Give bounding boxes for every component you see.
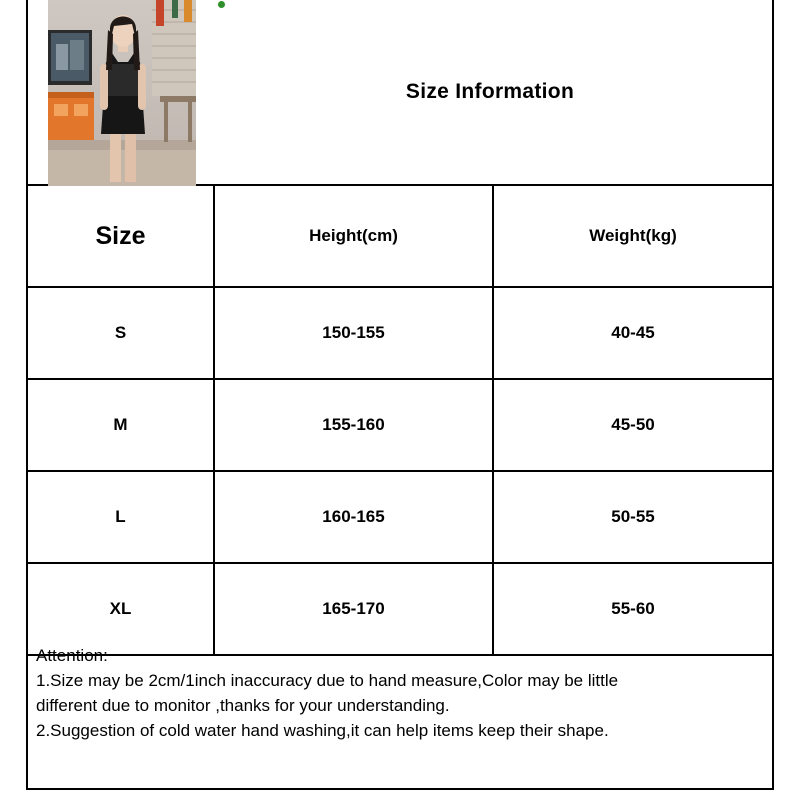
cell-height: 160-165 (214, 471, 493, 563)
table-row (28, 379, 772, 471)
cell-weight: 50-55 (493, 471, 772, 563)
size-chart-sheet (26, 0, 774, 790)
column-header-weight: Weight(kg) (493, 186, 772, 287)
product-photo (48, 0, 196, 186)
cell-height: 165-170 (214, 563, 493, 655)
cell-size: L (28, 471, 214, 563)
cell-size: XL (28, 563, 214, 655)
cell-weight: 55-60 (493, 563, 772, 655)
table-header-row (28, 186, 772, 287)
attention-line-3: 2.Suggestion of cold water hand washing,it can help items keep their shape. (36, 721, 609, 740)
column-header-size: Size (28, 186, 214, 287)
cell-weight: 40-45 (493, 287, 772, 379)
table-row (28, 471, 772, 563)
cell-height: 155-160 (214, 379, 493, 471)
cell-size: M (28, 379, 214, 471)
size-table (28, 186, 772, 656)
cell-height: 150-155 (214, 287, 493, 379)
product-photo-image (48, 0, 196, 186)
header-band (28, 0, 772, 186)
attention-line-1: 1.Size may be 2cm/1inch inaccuracy due to hand measure,Color may be little (36, 671, 619, 690)
column-header-height: Height(cm) (214, 186, 493, 287)
page-title: Size Information (405, 80, 575, 103)
cell-weight: 45-50 (493, 379, 772, 471)
table-row (28, 287, 772, 379)
attention-block (28, 637, 772, 786)
attention-line-2: different due to monitor ,thanks for your understanding. (36, 696, 450, 715)
cell-size: S (28, 287, 214, 379)
attention-heading: Attention: (36, 646, 108, 665)
